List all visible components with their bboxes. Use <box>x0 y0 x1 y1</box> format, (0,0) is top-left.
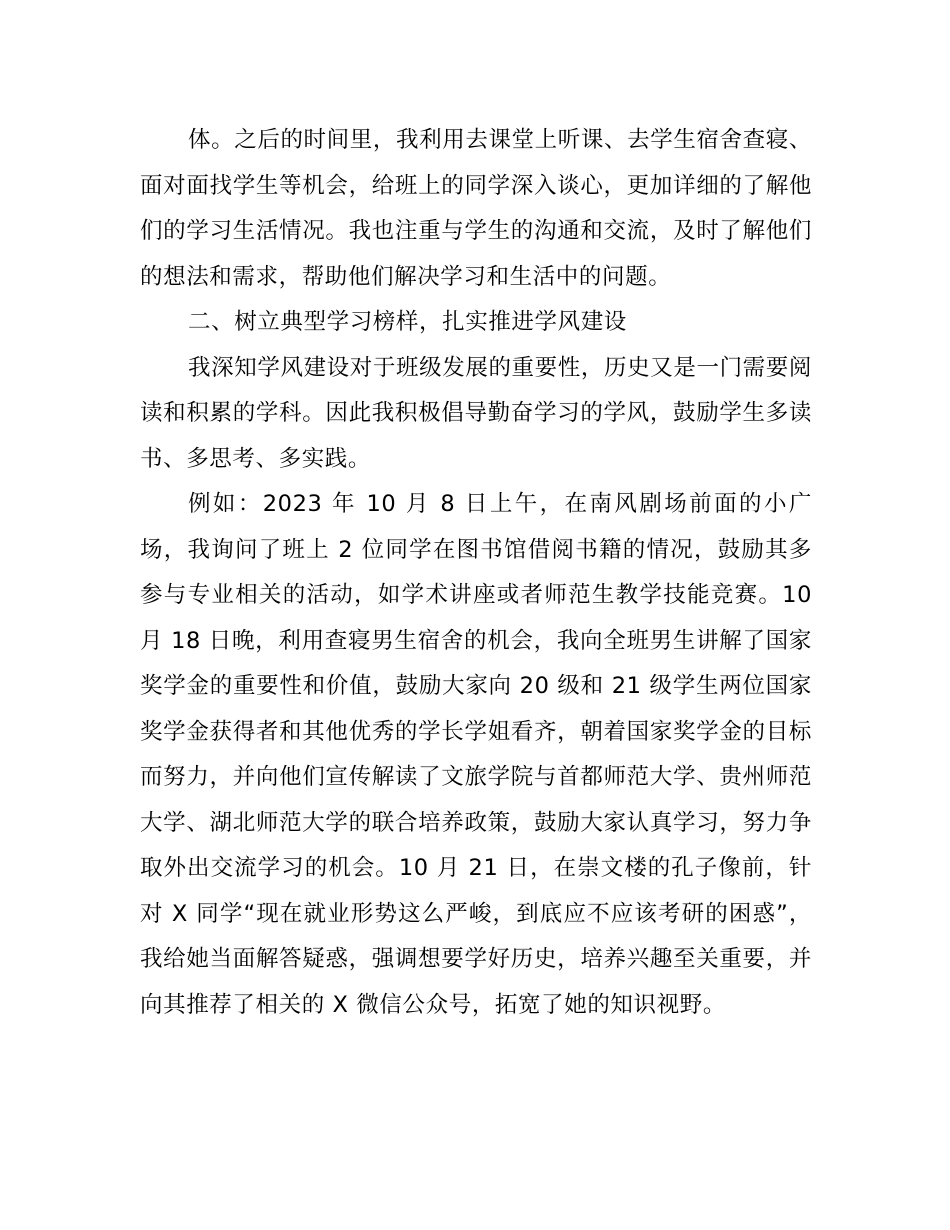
document-body <box>140 118 812 1028</box>
paragraph-study-style: 我深知学风建设对于班级发展的重要性，历史又是一门需要阅读和积累的学科。因此我积极倡导勤奋学习的学风，鼓励学生多读书、多思考、多实践。 <box>140 354 812 472</box>
section-heading: 二、树立典型学习榜样，扎实推进学风建设 <box>188 309 627 335</box>
paragraph-examples: 例如：2023 年 10 月 8 日上午，在南风剧场前面的小广场，我询问了班上 2 位同学在图书馆借阅书籍的情况，鼓励其多参与专业相关的活动，如学术讲座或者师范生教学技能竞赛。10 月 18 日晚，利用查寝男生宿舍的机会，我向全班男生讲解了国家奖学金的重要性和价值，鼓励大家向 20 级和 21 级学生两位国家奖学金获得者和其他优秀的学长学姐看齐，朝着国家奖学金的目标而努力，并向他们宣传解读了文旅学院与首都师范大学、贵州师范大学、湖北师范大学的联合培养政策，鼓励大家认真学习，努力争取外出交流学习的机会。10 月 21 日，在崇文楼的孔子像前，针对 X 同学“现在就业形势这么严峻，到底应不应该考研的困惑”，我给她当面解答疑惑，强调想要学好历史，培养兴趣至关重要，并向其推荐了相关的 X 微信公众号，拓宽了她的知识视野。 <box>140 491 812 1018</box>
paragraph-continuation: 体。之后的时间里，我利用去课堂上听课、去学生宿舍查寝、面对面找学生等机会，给班上的同学深入谈心，更加详细的了解他们的学习生活情况。我也注重与学生的沟通和交流，及时了解他们的想法和需求，帮助他们解决学习和生活中的问题。 <box>140 127 812 290</box>
